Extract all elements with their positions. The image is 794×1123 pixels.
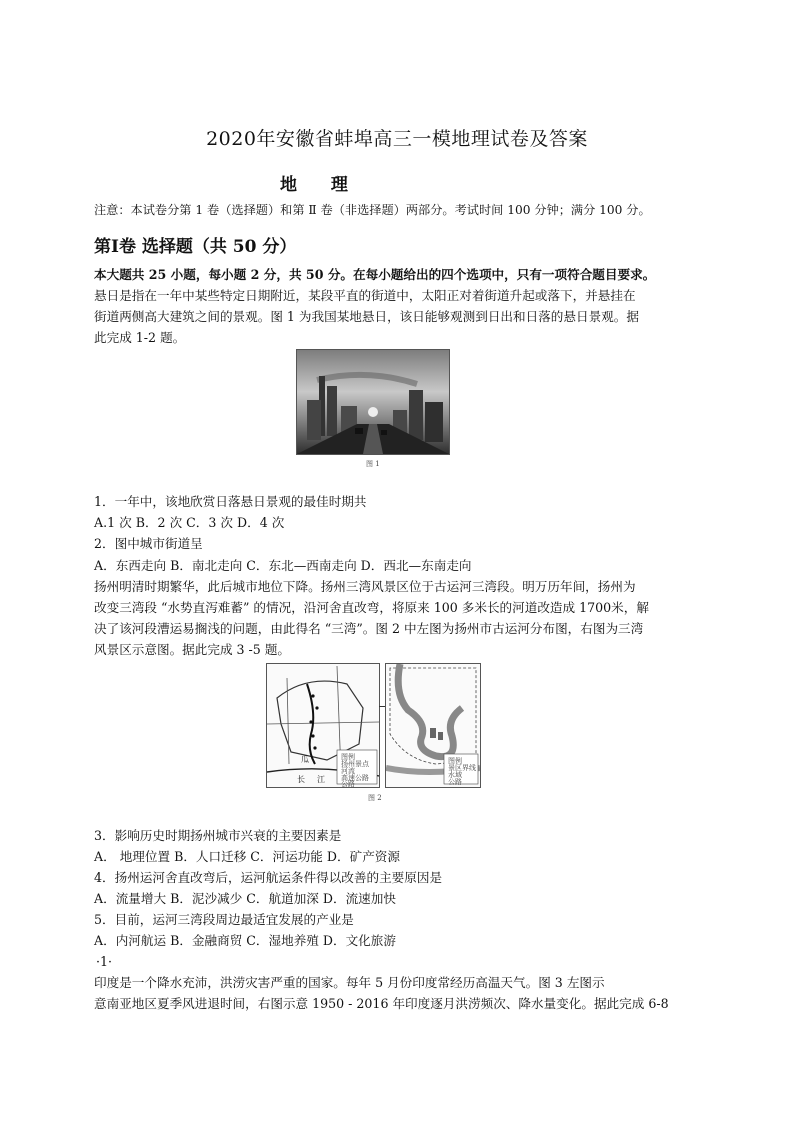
right-legend-water: 水域 bbox=[448, 771, 462, 779]
left-legend-title: 图例 bbox=[341, 753, 355, 761]
label-gua: 瓜 bbox=[301, 755, 309, 764]
passage2-line2: 改变三湾段 “水势直泻难蓄” 的情况，沿河舍直改弯，将原来 100 多米长的河道改造成 1700米，解 bbox=[94, 600, 649, 615]
passage3-line2: 意南亚地区夏季风进退时间，右图示意 1950 - 2016 年印度逐月洪涝频次、降水量变化。据此完成 6-8 bbox=[94, 996, 669, 1011]
question5-options: A．内河航运 B．金融商贸 C．湿地养殖 D．文化旅游 bbox=[94, 933, 396, 948]
question3-stem: 3．影响历史时期扬州城市兴衰的主要因素是 bbox=[94, 828, 342, 843]
question4-stem: 4．扬州运河舍直改弯后，运河航运条件得以改善的主要原因是 bbox=[94, 870, 443, 885]
question3-options: A． 地理位置 B．人口迁移 C．河运功能 D．矿产资源 bbox=[94, 849, 400, 864]
figure2-left-map bbox=[266, 663, 380, 788]
left-legend-road: 公路 bbox=[341, 780, 355, 788]
question4-options: A．流量增大 B．泥沙减少 C．航道加深 D．流速加快 bbox=[94, 891, 396, 906]
passage2-line3: 决了该河段漕运易搁浅的问题，由此得名 “三湾”。图 2 中左图为扬州市古运河分布图，右图为三湾 bbox=[94, 621, 644, 636]
question5-stem: 5．目前，运河三湾段周边最适宜发展的产业是 bbox=[94, 912, 354, 927]
question1-stem: 1．一年中，该地欣赏日落悬日景观的最佳时期共 bbox=[94, 494, 367, 509]
left-legend-scenic: 扬州景点 bbox=[341, 760, 369, 768]
subject-heading: 地 理 bbox=[280, 175, 362, 195]
passage3-line1: 印度是一个降水充沛，洪涝灾害严重的国家。每年 5 月份印度常经历高温天气。图 3 左图示 bbox=[94, 975, 605, 990]
question2-options: A．东西走向 B．南北走向 C．东北—西南走向 D．西北—东南走向 bbox=[94, 558, 472, 573]
passage1-line2: 街道两侧高大建筑之间的景观。图 1 为我国某地悬日，该日能够观测到日出和日落的悬日景观。据 bbox=[94, 309, 639, 324]
label-chang: 长 bbox=[297, 775, 305, 784]
passage1-line1: 悬日是指在一年中某些特定日期附近，某段平直的街道中，太阳正对着街道升起或落下，并悬挂在 bbox=[94, 288, 636, 303]
section1-instruction: 本大题共 25 小题，每小题 2 分，共 50 分。在每小题给出的四个选项中，只有一项符合题目要求。 bbox=[94, 267, 656, 282]
passage2-line4: 风景区示意图。据此完成 3 -5 题。 bbox=[94, 642, 291, 657]
page-number: ·1· bbox=[96, 954, 113, 969]
right-legend-road: 公路 bbox=[448, 778, 462, 786]
right-legend-boundary: 景区界线 bbox=[448, 764, 476, 772]
left-legend-highway: 高速公路 bbox=[341, 774, 369, 782]
figure2-caption: 图 2 bbox=[368, 794, 382, 802]
exam-notice: 注意：本试卷分第 1 卷（选择题）和第 Ⅱ 卷（非选择题）两部分。考试时间 100 分钟；满分 100 分。 bbox=[94, 203, 651, 217]
passage2-line1: 扬州明清时期繁华，此后城市地位下降。扬州三湾风景区位于古运河三湾段。明万历年间，扬州为 bbox=[94, 579, 636, 594]
question1-options: A.1 次 B．2 次 C．3 次 D．4 次 bbox=[94, 515, 285, 530]
document-title: 2020年安徽省蚌埠高三一模地理试卷及答案 bbox=[206, 128, 588, 150]
left-legend-river: 河流 bbox=[341, 767, 355, 775]
section1-heading: 第Ⅰ卷 选择题（共 50 分） bbox=[94, 237, 297, 257]
figure1-caption: 图 1 bbox=[366, 460, 380, 468]
figure1-street-illustration bbox=[297, 350, 449, 454]
passage1-line3: 此完成 1-2 题。 bbox=[94, 330, 186, 345]
label-jiang: 江 bbox=[317, 775, 325, 784]
question2-stem: 2．图中城市街道呈 bbox=[94, 536, 203, 551]
figure1-photo bbox=[296, 349, 450, 455]
right-legend-title: 图例 bbox=[448, 757, 462, 765]
figure2-right-map bbox=[385, 663, 481, 788]
